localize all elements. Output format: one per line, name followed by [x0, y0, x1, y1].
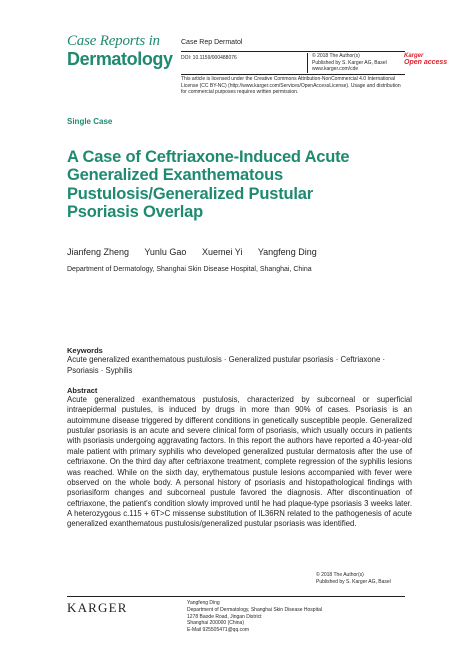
abstract-heading: Abstract: [67, 386, 98, 395]
affiliation: Department of Dermatology, Shanghai Skin Disease Hospital, Shanghai, China: [67, 266, 312, 273]
keywords-heading: Keywords: [67, 346, 103, 355]
journal-logo: [67, 34, 179, 68]
author-name: Yunlu Gao: [144, 247, 187, 257]
header-rule: [181, 51, 405, 52]
author-name: Xuemei Yi: [201, 247, 243, 257]
journal-url[interactable]: www.karger.com/cde: [312, 66, 359, 72]
journal-title-line2: Dermatology: [67, 49, 173, 69]
author-name: Yangfeng Ding: [257, 247, 317, 257]
abstract-text: Acute generalized exanthematous pustulosis, characterized by subcorneal or superficial intraepidermal pustules, is induced by drugs in more than 90% of cases. Psoriasis is an autoimmune disease triggered by different conditions in genetically susceptible people. Generalized pustular psoriasis is an acute and severe clinical form of psoriasis, which usually occurs in patients with psoriasis undergoing aggravating factors. In this report the authors have reported a 40-year-old male patient with primary syphilis who developed generalized pustular dermatosis after the use of ceftriaxone. On the third day after ceftriaxone treatment, complete regression of the syphilis lesions was reached. While on the sixth day, erythematous pustule lesions accompanied with fever were observed on the whole body. A personal history of psoriasis and histopathological findings with psoriasiform changes and subcorneal pustule favored the diagnosis. After discontinuation of ceftriaxone, the patient's condition slowly improved until he had plaque-type psoriasis 3 weeks later. A heterozygous c.115 + 6T>C missense substitution of IL36RN related to the pathogenesis of acute generalized exanthematous pustulosis/generalized pustular psoriasis was identified.: [67, 395, 412, 529]
correspondence-city: Shanghai 200000 (China): [187, 620, 244, 627]
karger-logo: KARGER: [67, 600, 128, 615]
correspondence-email[interactable]: E-Mail 925505471@qq.com: [187, 627, 250, 633]
footer-copyright: [316, 572, 391, 586]
section-label: Single Case: [67, 117, 113, 126]
open-access-badge: [404, 53, 447, 66]
publisher-line: Published by S. Karger AG, Basel: [312, 59, 387, 66]
copyright-block: [312, 53, 387, 73]
keywords-text: Acute generalized exanthematous pustulosis · Generalized pustular psoriasis · Ceftriaxone · Psoriasis · Syphilis: [67, 355, 386, 375]
article-title: A Case of Ceftriaxone-Induced Acute Generalized Exanthematous Pustulosis/Generalized Pustular Psoriasis Overlap: [67, 148, 350, 222]
license-text: This article is licensed under the Creative Commons Attribution-NonCommercial 4.0 International License (CC BY-NC) (http://www.karger.com/Services/OpenAccessLicense). Usage and distribution for commercial purposes requires written permission.: [181, 76, 401, 96]
author-name: Jianfeng Zheng: [67, 247, 130, 257]
copyright-line: © 2018 The Author(s): [312, 53, 360, 59]
correspondence-name: Yangfeng Ding: [187, 600, 220, 606]
journal-name: Case Rep Dermatol: [181, 39, 243, 46]
footer-rule: [67, 596, 405, 597]
open-access-badge-line2: Open access: [404, 59, 448, 66]
header-divider: [307, 53, 308, 73]
correspondence-department: Department of Dermatology, Shanghai Skin Disease Hospital: [187, 606, 322, 613]
doi: DOI: 10.1159/000488076: [181, 55, 237, 61]
journal-title-line1: Case Reports in: [67, 33, 160, 49]
correspondence-address: [187, 600, 322, 634]
open-access-badge-line1: Karger: [404, 53, 424, 59]
correspondence-street: 1278 Baode Road, Jingan District: [187, 613, 262, 620]
license-rule: [181, 74, 405, 75]
author-list: [67, 247, 330, 257]
footer-copyright-line: © 2018 The Author(s): [316, 572, 364, 578]
footer-publisher-line: Published by S. Karger AG, Basel: [316, 579, 391, 585]
